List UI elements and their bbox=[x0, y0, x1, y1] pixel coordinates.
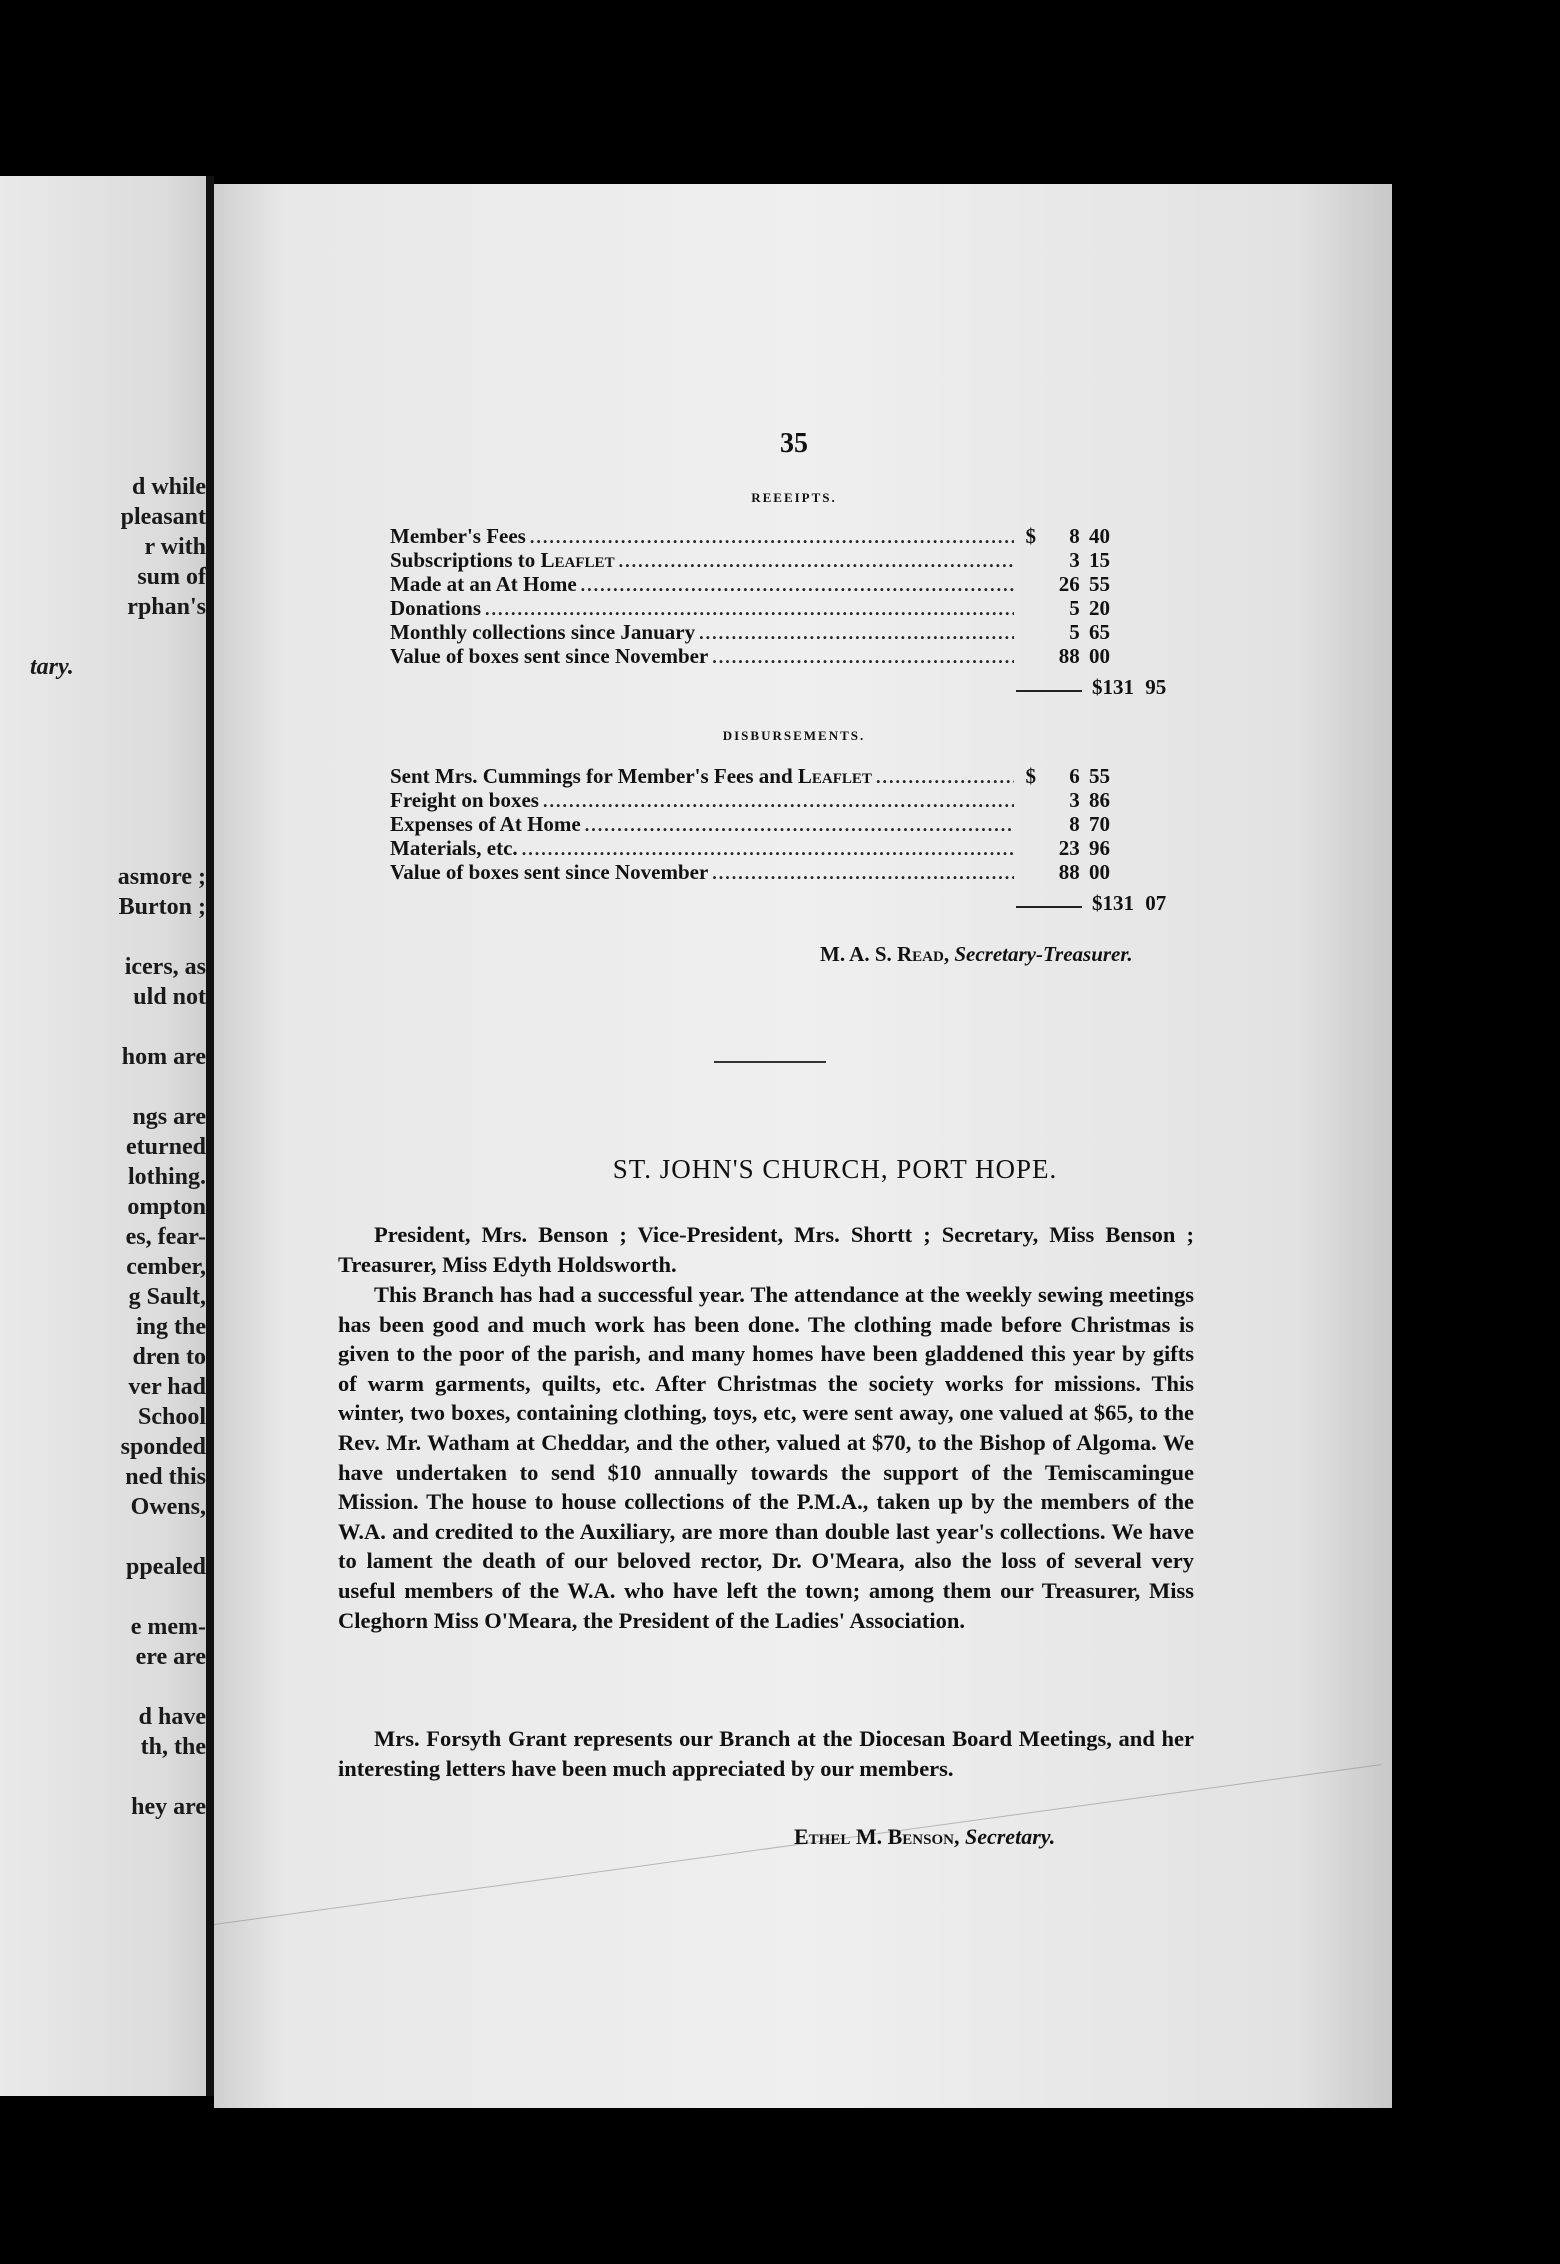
ledger-row bbox=[390, 788, 1110, 812]
ledger-amount: 6 55 bbox=[1069, 764, 1110, 788]
ledger-label: Monthly collections since January bbox=[390, 620, 696, 644]
secretary-signature: Ethel M. Benson, Secretary. bbox=[794, 1824, 1056, 1849]
left-fragment: ere are bbox=[135, 1644, 206, 1670]
left-fragment: cember, bbox=[126, 1254, 206, 1280]
ledger-label: Materials, etc. bbox=[390, 836, 518, 860]
ledger-row bbox=[390, 860, 1110, 884]
disbursements-heading: DISBURSEMENTS. bbox=[722, 728, 866, 743]
ledger-label: Freight on boxes bbox=[390, 788, 539, 812]
left-facing-page bbox=[0, 176, 206, 2096]
left-fragment: sponded bbox=[120, 1434, 206, 1460]
left-fragment: hey are bbox=[131, 1794, 206, 1820]
ledger-label: Member's Fees bbox=[390, 524, 526, 548]
left-fragment: ing the bbox=[135, 1314, 206, 1340]
left-fragment: e mem- bbox=[130, 1614, 206, 1640]
ledger-amount: 88 00 bbox=[1058, 644, 1110, 668]
leader-dots bbox=[530, 527, 1014, 548]
receipts-table bbox=[390, 524, 1110, 668]
left-fragment: g Sault, bbox=[128, 1284, 206, 1310]
leader-dots bbox=[699, 623, 1014, 644]
ledger-dollar: $ bbox=[1025, 524, 1036, 548]
ledger-amount: 88 00 bbox=[1058, 860, 1110, 884]
ledger-label: Value of boxes sent since November bbox=[390, 644, 709, 668]
left-fragment: icers, as bbox=[124, 954, 206, 980]
closing-paragraph: Mrs. Forsyth Grant represents our Branch at the Diocesan Board Meetings, and her interesting letters have been much appreciated by our members. bbox=[338, 1726, 1194, 1781]
ledger-amount: 3 15 bbox=[1069, 548, 1110, 572]
treasurer-signature: M. A. S. Read, Secretary-Treasurer. bbox=[820, 942, 1133, 966]
ledger-row bbox=[390, 764, 1110, 788]
left-fragment: asmore ; bbox=[117, 864, 206, 890]
disbursements-total: $131 07 bbox=[1092, 891, 1167, 915]
ledger-amount: 23 96 bbox=[1058, 836, 1110, 860]
left-fragment: tary. bbox=[30, 654, 74, 680]
ledger-label: Expenses of At Home bbox=[390, 812, 581, 836]
page-number: 35 bbox=[780, 428, 808, 459]
report-paragraph: This Branch has had a successful year. The attendance at the weekly sewing meetings has been good and much work has been done. The clothing made before Christmas is given to the poor of the parish, and many homes have been gladdened this year by gifts of warm garments, quilts, etc. After Christmas the society works for missions. This winter, two boxes, containing clothing, toys, etc, were sent away, one valued at $65, to the Rev. Mr. Watham at Cheddar, and the other, valued at $70, to the Bishop of Algoma. We have undertaken to send $10 annually towards the support of the Temiscamingue Mission. The house to house collections of the P.M.A., taken up by the members of the W.A. and credited to the Auxiliary, are more than double last year's collections. We have to lament the death of our beloved rector, Dr. O'Meara, also the loss of several very useful members of the W.A. who have left the town; among them our Treasurer, Miss Cleghorn Miss O'Meara, the President of the Ladies' Association. bbox=[338, 1282, 1194, 1633]
left-fragment: School bbox=[137, 1404, 206, 1430]
ledger-label: Made at an At Home bbox=[390, 572, 577, 596]
ledger-amount: 5 20 bbox=[1069, 596, 1110, 620]
officers-paragraph: President, Mrs. Benson ; Vice-President, Mrs. Shortt ; Secretary, Miss Benson ; Treasurer, Miss Edyth Holdsworth. bbox=[338, 1222, 1194, 1277]
ledger-label: Subscriptions to Leaflet bbox=[390, 548, 615, 572]
leader-dots bbox=[581, 575, 1014, 596]
leader-dots bbox=[712, 647, 1014, 668]
receipts-heading: REEEIPTS. bbox=[751, 490, 837, 505]
left-fragment: eturned bbox=[126, 1134, 206, 1160]
ledger-amount: 5 65 bbox=[1069, 620, 1110, 644]
left-fragment: uld not bbox=[133, 984, 206, 1010]
ledger-row bbox=[390, 644, 1110, 668]
left-fragment: ppealed bbox=[125, 1554, 206, 1580]
left-fragment: hom are bbox=[121, 1044, 206, 1070]
ledger-row bbox=[390, 596, 1110, 620]
receipts-total: $131 95 bbox=[1092, 675, 1167, 699]
ledger-amount: 8 40 bbox=[1069, 524, 1110, 548]
left-fragment: Owens, bbox=[130, 1494, 206, 1520]
ledger-dollar: $ bbox=[1025, 764, 1036, 788]
left-fragment: ned this bbox=[125, 1464, 206, 1490]
ledger-amount: 3 86 bbox=[1069, 788, 1110, 812]
leader-dots bbox=[585, 815, 1014, 836]
ledger-label: Sent Mrs. Cummings for Member's Fees and Leaflet bbox=[390, 764, 872, 788]
church-title: ST. JOHN'S CHURCH, PORT HOPE. bbox=[612, 1154, 1058, 1184]
disbursements-table bbox=[390, 764, 1110, 884]
leader-dots bbox=[543, 791, 1014, 812]
total-rule bbox=[1016, 690, 1082, 692]
left-fragment: ompton bbox=[127, 1194, 206, 1220]
main-page bbox=[214, 184, 1392, 2108]
leader-dots bbox=[619, 551, 1014, 572]
ledger-amount: 26 55 bbox=[1058, 572, 1110, 596]
section-divider bbox=[714, 1061, 826, 1063]
ledger-row bbox=[390, 812, 1110, 836]
left-fragment: Burton ; bbox=[118, 894, 206, 920]
leader-dots bbox=[485, 599, 1014, 620]
ledger-row bbox=[390, 572, 1110, 596]
left-fragment: pleasant bbox=[120, 504, 206, 530]
left-fragment: th, the bbox=[140, 1734, 206, 1760]
ledger-row bbox=[390, 524, 1110, 548]
ledger-row bbox=[390, 836, 1110, 860]
left-fragment: sum of bbox=[137, 564, 206, 590]
leader-dots bbox=[522, 839, 1014, 860]
left-fragment: ngs are bbox=[132, 1104, 206, 1130]
ledger-label: Donations bbox=[390, 596, 482, 620]
left-fragment: lothing. bbox=[127, 1164, 206, 1190]
leader-dots bbox=[712, 863, 1014, 884]
total-rule bbox=[1016, 906, 1082, 908]
ledger-row bbox=[390, 548, 1110, 572]
left-fragment: dren to bbox=[132, 1344, 206, 1370]
ledger-label: Value of boxes sent since November bbox=[390, 860, 709, 884]
leader-dots bbox=[876, 767, 1014, 788]
left-fragment: rphan's bbox=[127, 594, 206, 620]
left-fragment: d have bbox=[138, 1704, 206, 1730]
left-fragment: d while bbox=[131, 474, 206, 500]
left-fragment: es, fear- bbox=[125, 1224, 206, 1250]
ledger-row bbox=[390, 620, 1110, 644]
left-fragment: ver had bbox=[128, 1374, 206, 1400]
book-gutter bbox=[206, 176, 214, 2096]
ledger-amount: 8 70 bbox=[1069, 812, 1110, 836]
left-fragment: r with bbox=[144, 534, 206, 560]
